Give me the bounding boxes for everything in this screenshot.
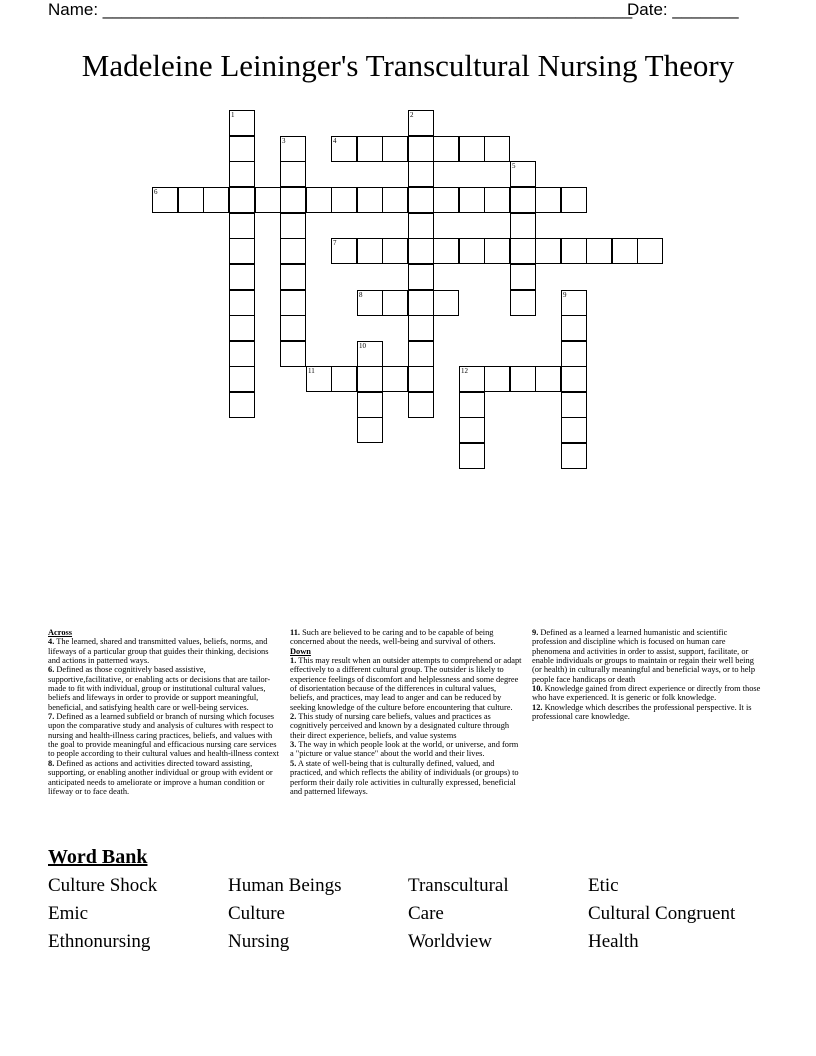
clue-item-number: 6. (48, 665, 55, 675)
grid-cell[interactable] (280, 290, 306, 316)
grid-cell[interactable] (229, 366, 255, 392)
grid-cell[interactable] (357, 366, 383, 392)
clue-item (48, 759, 280, 796)
grid-cell[interactable] (484, 238, 510, 264)
clue-item (532, 684, 764, 703)
grid-cell[interactable] (408, 366, 434, 392)
grid-cell[interactable] (408, 392, 434, 418)
grid-cell[interactable] (510, 238, 536, 264)
word-bank-item: Nursing (228, 931, 290, 952)
grid-cell[interactable] (459, 392, 485, 418)
clues-column-3 (532, 628, 764, 721)
page-title: Madeleine Leininger's Transcultural Nursing Theory (81, 48, 735, 83)
clue-item-text: The way in which people look at the world, or universe, and form a "picture or value stance" about the world and their lives. (290, 740, 519, 759)
grid-cell[interactable] (433, 238, 459, 264)
clue-item-text: Such are believed to be caring and to be capable of being concerned about the needs, well-being and survival of others. (290, 628, 496, 647)
grid-cell[interactable] (178, 187, 204, 213)
down-clue-list-continued (532, 628, 764, 721)
grid-cell[interactable] (459, 443, 485, 469)
grid-cell[interactable] (433, 136, 459, 162)
word-bank-item: Cultural Congruent (588, 903, 736, 924)
clue-number: 8 (359, 291, 363, 299)
clue-item-text: A state of well-being that is culturally defined, valued, and practiced, and which reflects the ability of individuals (or groups) to perform their daily role activities in culturally expressed, beneficial and patterned lifeways. (290, 758, 519, 796)
grid-cell[interactable] (280, 341, 306, 367)
grid-cell[interactable] (229, 264, 255, 290)
clues-column-2 (290, 628, 522, 796)
word-bank-item: Human Beings (228, 875, 342, 896)
grid-cell[interactable] (357, 341, 383, 367)
clue-item-number: 7. (48, 712, 55, 722)
clue-item-number: 4. (48, 637, 55, 647)
grid-cell[interactable] (612, 238, 638, 264)
across-clue-list (48, 637, 280, 796)
grid-cell[interactable] (357, 290, 383, 316)
grid-cell[interactable] (357, 392, 383, 418)
clue-item-text: This study of nursing care beliefs, values and practices as cognitively perceived and known by a designated culture through their direct experience, beliefs, and value systems (290, 712, 510, 740)
clue-number: 1 (231, 111, 235, 119)
clue-number: 3 (282, 137, 286, 145)
clue-item-number: 9. (532, 628, 539, 637)
clue-item-text: Defined as a learned subfield or branch of nursing which focuses upon the comparative study and analysis of cultures with respect to nursing and health-illness caring practices, beliefs, and values with the goal to provide meaningful and efficacious nursing care services to people according to their cultural values and health-illness context (48, 712, 279, 759)
clue-item (532, 628, 764, 684)
grid-cell[interactable] (408, 238, 434, 264)
grid-cell[interactable] (561, 443, 587, 469)
clue-item-number: 3. (290, 740, 297, 750)
word-bank-item: Culture (228, 903, 285, 924)
grid-cell[interactable] (408, 290, 434, 316)
clue-item-text: This may result when an outsider attempts to comprehend or adapt effectively to a different cultural group. The outsider is likely to experience feelings of discomfort and helplessness and some degree of disorientation because of the differences in cultural values, beliefs, and practices, may lead to anger and can be reduced by seeking knowledge of the culture before encountering that culture. (290, 656, 522, 712)
clue-item (48, 665, 280, 712)
grid-cell[interactable] (408, 315, 434, 341)
grid-cell[interactable] (433, 290, 459, 316)
down-clue-list (290, 656, 522, 796)
grid-cell[interactable] (459, 187, 485, 213)
name-field[interactable]: Name: ________________________________________________________ (48, 0, 633, 19)
clue-item (290, 759, 522, 796)
grid-cell[interactable] (382, 136, 408, 162)
grid-cell[interactable] (229, 341, 255, 367)
grid-cell[interactable] (408, 187, 434, 213)
clue-item-number: 10. (532, 684, 543, 694)
word-bank-item: Transcultural (408, 875, 509, 896)
clue-item-number: 2. (290, 712, 297, 722)
grid-cell[interactable] (586, 238, 612, 264)
grid-cell[interactable] (229, 110, 255, 136)
grid-cell[interactable] (229, 213, 255, 239)
grid-cell[interactable] (280, 315, 306, 341)
clue-item-text: The learned, shared and transmitted values, beliefs, norms, and lifeways of a particular group that guides their thinking, decisions and actions in patterned ways. (48, 637, 269, 666)
grid-cell[interactable] (535, 238, 561, 264)
clue-item-number: 5. (290, 758, 297, 768)
clue-number: 9 (563, 291, 567, 299)
clue-item-text: Defined as a learned a learned humanistic and scientific profession and discipline which is focused on human care phenomena and activities in order to assist, support, facilitate, or enable individuals or groups to maintain or regain their well being (or health) in culturally meaningful and beneficial ways, or to help people face handicaps or death (532, 628, 756, 684)
across-heading: Across (48, 628, 73, 637)
grid-cell[interactable] (459, 417, 485, 443)
grid-cell[interactable] (484, 136, 510, 162)
word-bank-item: Care (408, 903, 444, 924)
grid-cell[interactable] (255, 187, 281, 213)
grid-cell[interactable] (382, 238, 408, 264)
grid-cell[interactable] (382, 187, 408, 213)
word-bank-item: Emic (48, 903, 89, 924)
grid-cell[interactable] (331, 187, 357, 213)
grid-cell[interactable] (229, 238, 255, 264)
clue-number: 7 (333, 239, 337, 247)
clues-column-1 (48, 628, 280, 796)
grid-cell[interactable] (561, 315, 587, 341)
grid-cell[interactable] (408, 341, 434, 367)
down-heading: Down (290, 646, 311, 656)
grid-cell[interactable] (561, 187, 587, 213)
grid-cell[interactable] (280, 187, 306, 213)
clue-item (290, 740, 522, 759)
clue-item (48, 712, 280, 759)
grid-cell[interactable] (484, 366, 510, 392)
grid-cell[interactable] (357, 136, 383, 162)
grid-cell[interactable] (306, 187, 332, 213)
clue-number: 4 (333, 137, 337, 145)
grid-cell[interactable] (331, 136, 357, 162)
grid-cell[interactable] (510, 264, 536, 290)
grid-cell[interactable] (561, 392, 587, 418)
grid-cell[interactable] (433, 187, 459, 213)
grid-cell[interactable] (561, 290, 587, 316)
grid-cell[interactable] (408, 136, 434, 162)
clue-number: 11 (308, 367, 315, 375)
date-field[interactable]: Date: _______ (627, 0, 739, 19)
grid-cell[interactable] (152, 187, 178, 213)
grid-cell[interactable] (408, 213, 434, 239)
clue-item-number: 11. (290, 628, 301, 637)
grid-cell[interactable] (510, 366, 536, 392)
clue-number: 10 (359, 342, 366, 350)
word-bank-item: Etic (588, 875, 619, 896)
clue-item-text: Defined as actions and activities directed toward assisting, supporting, or enabling another individual or group with evident or anticipated needs to ameliorate or improve a human condition or lifeway or to face death. (48, 758, 273, 796)
grid-cell[interactable] (357, 238, 383, 264)
clue-item (532, 703, 764, 722)
grid-cell[interactable] (510, 290, 536, 316)
grid-cell[interactable] (510, 187, 536, 213)
grid-cell[interactable] (408, 110, 434, 136)
clue-number: 6 (154, 188, 158, 196)
grid-cell[interactable] (280, 238, 306, 264)
across-clue-list-continued (290, 628, 522, 647)
grid-cell[interactable] (382, 290, 408, 316)
grid-cell[interactable] (203, 187, 229, 213)
grid-cell[interactable] (408, 161, 434, 187)
grid-cell[interactable] (561, 341, 587, 367)
grid-cell[interactable] (382, 366, 408, 392)
grid-cell[interactable] (459, 136, 485, 162)
grid-cell[interactable] (408, 264, 434, 290)
grid-cell[interactable] (229, 315, 255, 341)
word-bank-item: Worldview (408, 931, 492, 952)
grid-cell[interactable] (229, 161, 255, 187)
grid-cell[interactable] (510, 213, 536, 239)
crossword-grid (0, 0, 816, 520)
grid-cell[interactable] (331, 366, 357, 392)
clue-item-number: 8. (48, 758, 55, 768)
word-bank-item: Health (588, 931, 639, 952)
clue-item-text: Knowledge which describes the professional perspective. It is professional care knowledge. (532, 702, 752, 722)
grid-cell[interactable] (280, 161, 306, 187)
grid-cell[interactable] (459, 238, 485, 264)
grid-cell[interactable] (306, 366, 332, 392)
clue-item-number: 1. (290, 656, 297, 666)
word-bank-item: Ethnonursing (48, 931, 151, 952)
clue-item (48, 637, 280, 665)
grid-cell[interactable] (357, 417, 383, 443)
clue-item (290, 656, 522, 712)
grid-cell[interactable] (229, 392, 255, 418)
clue-item (290, 712, 522, 740)
grid-cell[interactable] (229, 290, 255, 316)
grid-cell[interactable] (510, 161, 536, 187)
grid-cell[interactable] (357, 187, 383, 213)
grid-cell[interactable] (280, 136, 306, 162)
word-bank-title: Word Bank (48, 846, 148, 868)
grid-cell[interactable] (637, 238, 663, 264)
clue-number: 5 (512, 162, 516, 170)
grid-cell[interactable] (561, 417, 587, 443)
clue-item-number: 12. (532, 702, 543, 712)
grid-cell[interactable] (561, 238, 587, 264)
grid-cell[interactable] (484, 187, 510, 213)
grid-cell[interactable] (535, 187, 561, 213)
clue-item-text: Knowledge gained from direct experience or directly from those who have experienced. It is generic or folk knowledge. (532, 684, 761, 703)
clue-item-text: Defined as those cognitively based assistive, supportive,facilitative, or enabling acts or decisions that are tailor-made to fit with individual, group or institutional cultural values, beliefs and lifeways in order to provide or support meaningful, beneficial, and satisfying health care or well-being services. (48, 665, 271, 712)
clue-item (290, 628, 522, 647)
grid-cell[interactable] (229, 187, 255, 213)
word-bank-item: Culture Shock (48, 875, 158, 896)
grid-cell[interactable] (280, 264, 306, 290)
grid-cell[interactable] (561, 366, 587, 392)
grid-cell[interactable] (459, 366, 485, 392)
grid-cell[interactable] (280, 213, 306, 239)
clue-number: 12 (461, 367, 468, 375)
grid-cell[interactable] (229, 136, 255, 162)
grid-cell[interactable] (331, 238, 357, 264)
grid-cell[interactable] (535, 366, 561, 392)
clue-number: 2 (410, 111, 414, 119)
